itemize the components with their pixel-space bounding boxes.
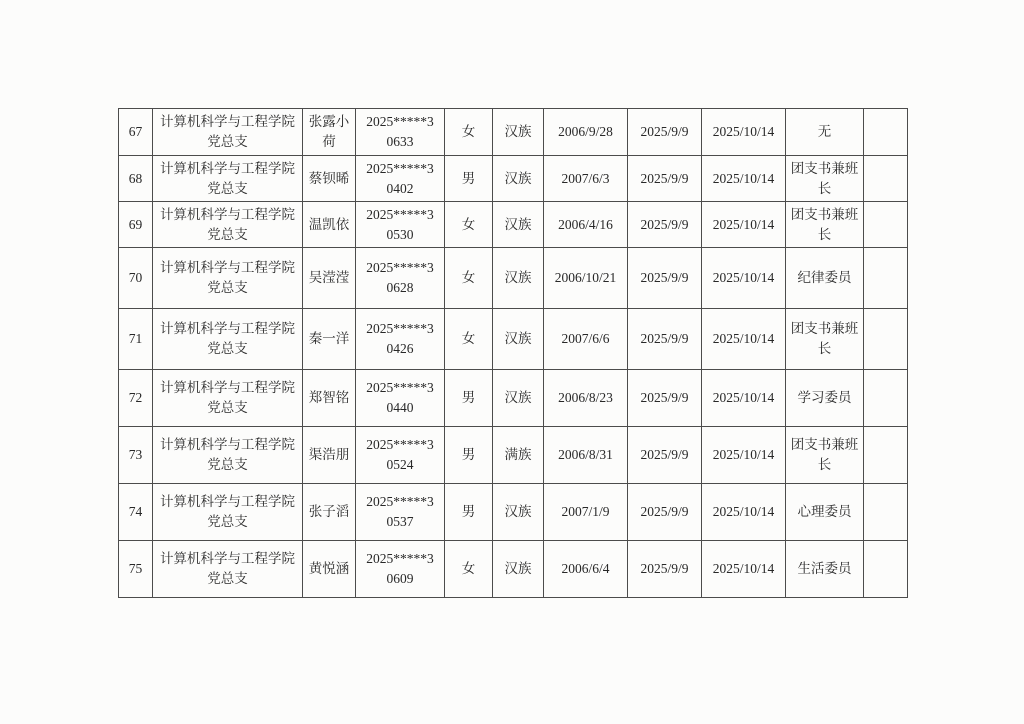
cell-birth-date: 2006/4/16 [544, 202, 628, 248]
cell-birth-date: 2006/6/4 [544, 541, 628, 598]
cell-gender: 男 [445, 484, 493, 541]
table-row [119, 248, 908, 309]
cell-branch: 计算机科学与工程学院党总支 [153, 309, 303, 370]
cell-gender: 女 [445, 248, 493, 309]
cell-join-date: 2025/9/9 [628, 309, 702, 370]
cell-index: 74 [119, 484, 153, 541]
member-roster-table [118, 108, 908, 598]
cell-name: 蔡钡晞 [303, 156, 356, 202]
cell-ethnicity: 汉族 [493, 202, 544, 248]
cell-birth-date: 2007/1/9 [544, 484, 628, 541]
cell-student-id: 2025*****3 0530 [356, 202, 445, 248]
table-row [119, 541, 908, 598]
cell-gender: 女 [445, 109, 493, 156]
cell-ethnicity: 汉族 [493, 309, 544, 370]
cell-branch: 计算机科学与工程学院党总支 [153, 427, 303, 484]
table-row [119, 427, 908, 484]
cell-remark [864, 248, 908, 309]
table-row [119, 309, 908, 370]
cell-join-date: 2025/9/9 [628, 109, 702, 156]
cell-confirm-date: 2025/10/14 [702, 202, 786, 248]
cell-branch: 计算机科学与工程学院党总支 [153, 156, 303, 202]
cell-student-id: 2025*****3 0633 [356, 109, 445, 156]
cell-student-id: 2025*****3 0440 [356, 370, 445, 427]
cell-index: 68 [119, 156, 153, 202]
cell-branch: 计算机科学与工程学院党总支 [153, 248, 303, 309]
cell-name: 黄悦涵 [303, 541, 356, 598]
member-table-body [119, 109, 908, 598]
cell-gender: 男 [445, 156, 493, 202]
cell-join-date: 2025/9/9 [628, 427, 702, 484]
cell-ethnicity: 汉族 [493, 109, 544, 156]
cell-birth-date: 2006/8/31 [544, 427, 628, 484]
cell-join-date: 2025/9/9 [628, 541, 702, 598]
cell-position: 心理委员 [786, 484, 864, 541]
cell-index: 72 [119, 370, 153, 427]
cell-gender: 男 [445, 427, 493, 484]
cell-student-id: 2025*****3 0402 [356, 156, 445, 202]
cell-birth-date: 2006/8/23 [544, 370, 628, 427]
cell-student-id: 2025*****3 0537 [356, 484, 445, 541]
cell-student-id: 2025*****3 0426 [356, 309, 445, 370]
cell-index: 71 [119, 309, 153, 370]
cell-name: 温凯依 [303, 202, 356, 248]
cell-branch: 计算机科学与工程学院党总支 [153, 370, 303, 427]
cell-position: 纪律委员 [786, 248, 864, 309]
cell-remark [864, 109, 908, 156]
cell-join-date: 2025/9/9 [628, 370, 702, 427]
cell-ethnicity: 汉族 [493, 370, 544, 427]
cell-confirm-date: 2025/10/14 [702, 309, 786, 370]
table-row [119, 202, 908, 248]
cell-gender: 女 [445, 309, 493, 370]
cell-confirm-date: 2025/10/14 [702, 427, 786, 484]
cell-student-id: 2025*****3 0524 [356, 427, 445, 484]
cell-remark [864, 156, 908, 202]
cell-join-date: 2025/9/9 [628, 484, 702, 541]
cell-student-id: 2025*****3 0628 [356, 248, 445, 309]
cell-index: 67 [119, 109, 153, 156]
cell-gender: 女 [445, 541, 493, 598]
cell-name: 张子滔 [303, 484, 356, 541]
cell-remark [864, 484, 908, 541]
cell-confirm-date: 2025/10/14 [702, 370, 786, 427]
cell-index: 75 [119, 541, 153, 598]
cell-index: 73 [119, 427, 153, 484]
cell-name: 张露小荷 [303, 109, 356, 156]
cell-index: 69 [119, 202, 153, 248]
cell-branch: 计算机科学与工程学院党总支 [153, 109, 303, 156]
cell-remark [864, 309, 908, 370]
cell-position: 无 [786, 109, 864, 156]
table-row [119, 484, 908, 541]
cell-gender: 女 [445, 202, 493, 248]
cell-branch: 计算机科学与工程学院党总支 [153, 484, 303, 541]
cell-position: 团支书兼班长 [786, 156, 864, 202]
cell-ethnicity: 满族 [493, 427, 544, 484]
table-row [119, 370, 908, 427]
cell-remark [864, 370, 908, 427]
cell-ethnicity: 汉族 [493, 156, 544, 202]
cell-name: 渠浩朋 [303, 427, 356, 484]
cell-ethnicity: 汉族 [493, 541, 544, 598]
cell-remark [864, 202, 908, 248]
cell-confirm-date: 2025/10/14 [702, 541, 786, 598]
cell-position: 团支书兼班长 [786, 427, 864, 484]
cell-join-date: 2025/9/9 [628, 156, 702, 202]
table-row [119, 156, 908, 202]
cell-join-date: 2025/9/9 [628, 248, 702, 309]
cell-position: 团支书兼班长 [786, 309, 864, 370]
cell-birth-date: 2006/9/28 [544, 109, 628, 156]
cell-birth-date: 2006/10/21 [544, 248, 628, 309]
cell-position: 学习委员 [786, 370, 864, 427]
cell-confirm-date: 2025/10/14 [702, 484, 786, 541]
cell-branch: 计算机科学与工程学院党总支 [153, 202, 303, 248]
cell-confirm-date: 2025/10/14 [702, 109, 786, 156]
cell-name: 吴滢滢 [303, 248, 356, 309]
cell-birth-date: 2007/6/6 [544, 309, 628, 370]
cell-position: 团支书兼班长 [786, 202, 864, 248]
cell-ethnicity: 汉族 [493, 248, 544, 309]
cell-position: 生活委员 [786, 541, 864, 598]
cell-remark [864, 427, 908, 484]
cell-birth-date: 2007/6/3 [544, 156, 628, 202]
cell-name: 郑智铭 [303, 370, 356, 427]
cell-confirm-date: 2025/10/14 [702, 156, 786, 202]
cell-remark [864, 541, 908, 598]
cell-confirm-date: 2025/10/14 [702, 248, 786, 309]
cell-name: 秦一洋 [303, 309, 356, 370]
cell-index: 70 [119, 248, 153, 309]
cell-branch: 计算机科学与工程学院党总支 [153, 541, 303, 598]
cell-student-id: 2025*****3 0609 [356, 541, 445, 598]
cell-gender: 男 [445, 370, 493, 427]
table-row [119, 109, 908, 156]
cell-join-date: 2025/9/9 [628, 202, 702, 248]
cell-ethnicity: 汉族 [493, 484, 544, 541]
